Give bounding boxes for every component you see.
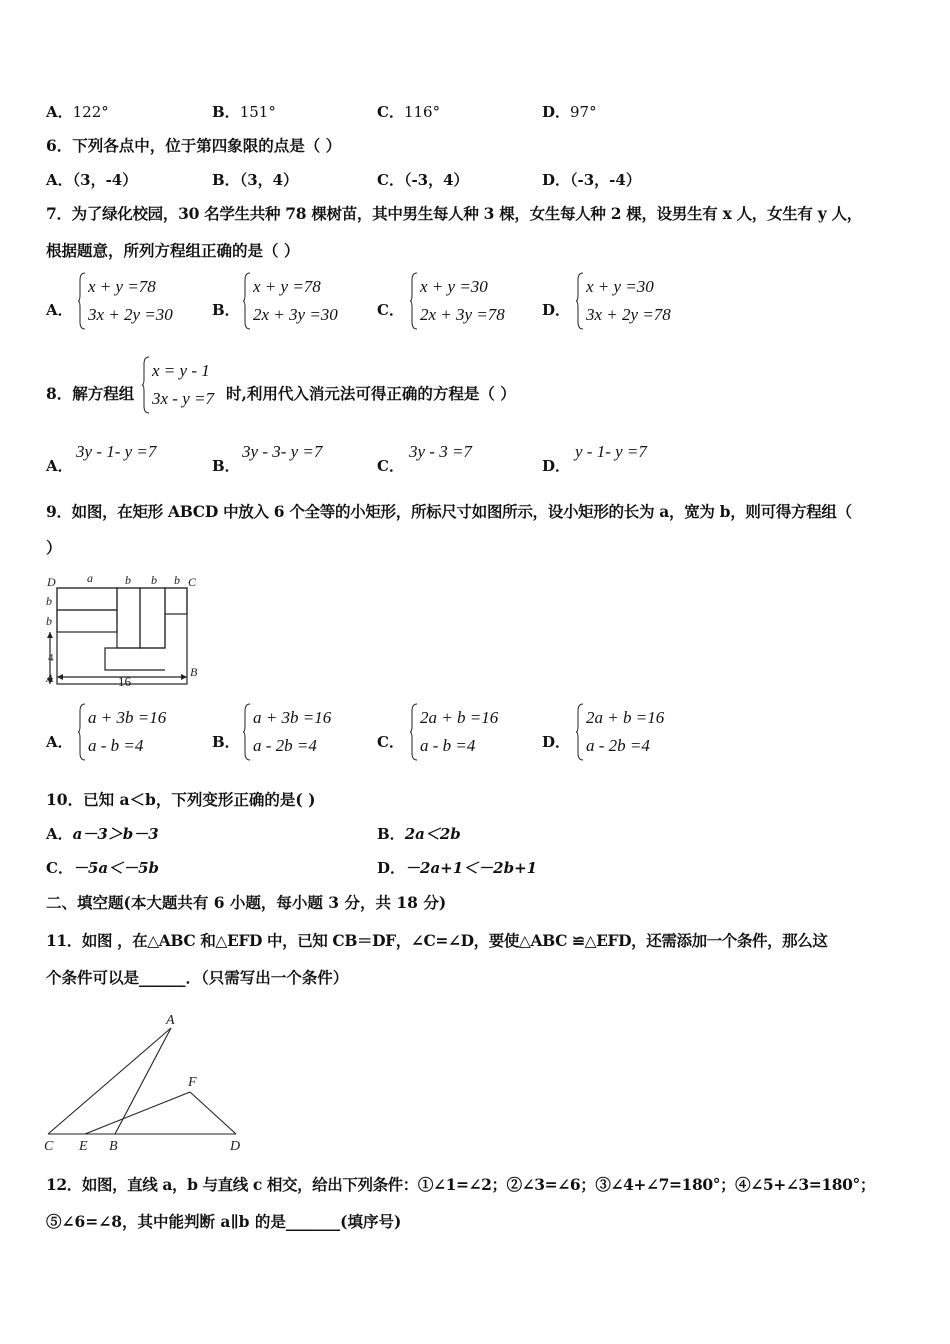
equation-2: a - 2b =4 (586, 736, 650, 755)
label-d: D (47, 575, 56, 589)
equation-1: x + y =78 (88, 277, 156, 296)
q12-stem-line2: ⑤∠6=∠8，其中能判断 a∥b 的是_______(填序号) (46, 1212, 402, 1231)
q9-option-b-label: B． (212, 733, 240, 751)
q10-option-a (46, 824, 159, 844)
brace-icon (78, 272, 86, 330)
option-label: C． (377, 103, 404, 121)
equation-2: 2x + 3y =30 (253, 305, 338, 324)
section-2-heading: 二、填空题(本大题共有 6 小题，每小题 3 分，共 18 分) (46, 893, 447, 912)
q8-option-a-label: A． (46, 457, 73, 475)
q9-option-d-label: D． (542, 733, 571, 751)
equation-2: a - 2b =4 (253, 736, 317, 755)
q8-option-d-label: D． (542, 457, 571, 475)
label-b-height-1: b (46, 594, 52, 608)
brace-icon (410, 703, 418, 761)
small-rect-3 (117, 588, 140, 648)
q5-option-a (46, 102, 109, 122)
option-text: 122° (72, 103, 109, 121)
option-text: －5a＜－5b (72, 859, 160, 877)
option-label: B． (212, 103, 240, 121)
q10-option-b (377, 824, 461, 844)
label-a: A (166, 1013, 175, 1028)
option-label: A． (46, 171, 73, 189)
q8-prefix: 8．解方程组 (46, 384, 135, 403)
label-sixteen: 16 (118, 674, 131, 689)
q8-option-c-text: 3y - 3 =7 (409, 442, 472, 461)
brace-icon (243, 272, 251, 330)
brace-icon (78, 703, 86, 761)
q7-option-d-label: D． (542, 301, 571, 319)
option-label: D． (377, 859, 406, 877)
q6-option-c (377, 170, 469, 190)
segment-fd (190, 1092, 236, 1134)
option-text: 97° (570, 103, 597, 121)
option-text: 151° (239, 103, 276, 121)
label-f: F (188, 1075, 197, 1090)
q6-option-b (212, 170, 298, 190)
option-text: （3，4） (239, 171, 299, 189)
label-b-height-2: b (46, 614, 52, 628)
label-b: B (109, 1139, 118, 1154)
option-label: A． (46, 103, 73, 121)
label-b-point: B (190, 665, 198, 679)
brace-icon (142, 356, 150, 414)
q8-option-c-label: C． (377, 457, 404, 475)
label-c: C (44, 1139, 54, 1154)
equation-2: 3x + 2y =78 (586, 305, 671, 324)
brace-icon (243, 703, 251, 761)
q5-option-d (542, 102, 597, 122)
option-text: （-3，4） (403, 171, 469, 189)
label-a-length: a (87, 571, 93, 585)
option-text: 2a＜2b (404, 825, 461, 843)
q10-option-d (377, 858, 537, 878)
option-text: （3，-4） (72, 171, 138, 189)
q11-stem-line2: 个条件可以是______．（只需写出一个条件） (46, 968, 349, 987)
option-label: B． (212, 171, 240, 189)
equation-1: x = y - 1 (152, 361, 210, 380)
q9-stem-line1: 9．如图，在矩形 ABCD 中放入 6 个全等的小矩形，所标尺寸如图所示，设小矩形的长为 a，宽为 b，则可得方程组（ (46, 502, 852, 521)
option-label: B． (377, 825, 405, 843)
q7-option-b-label: B． (212, 301, 240, 319)
option-label: A． (46, 825, 73, 843)
brace-icon (410, 272, 418, 330)
small-rect-4 (140, 588, 165, 648)
equation-1: 2a + b =16 (586, 708, 665, 727)
segment-ca (48, 1028, 171, 1134)
q7-stem-line2: 根据题意，所列方程组正确的是（ ） (46, 241, 300, 260)
equation-1: x + y =30 (420, 277, 488, 296)
q7-option-c-label: C． (377, 301, 404, 319)
label-e: E (79, 1139, 88, 1154)
option-text: （-3，-4） (570, 171, 641, 189)
q12-stem-line1: 12．如图，直线 a，b 与直线 c 相交，给出下列条件：①∠1=∠2；②∠3=∠6；③∠4+∠7=180°；④∠5+∠3=180°； (46, 1175, 875, 1194)
q6-option-a (46, 170, 137, 190)
label-b-width-1: b (125, 573, 131, 587)
label-b-width-3: b (174, 573, 180, 587)
q9-stem-line2: ） (46, 538, 62, 557)
q6-stem: 6．下列各点中，位于第四象限的点是（ ） (46, 136, 342, 155)
label-four: 4 (48, 652, 54, 664)
small-rect-6 (105, 614, 165, 670)
brace-icon (576, 703, 584, 761)
q10-option-c (46, 858, 159, 878)
equation-2: 3x + 2y =30 (88, 305, 173, 324)
option-label: D． (542, 103, 571, 121)
segment-ef (85, 1092, 190, 1134)
equation-1: x + y =30 (586, 277, 654, 296)
q11-triangle-figure (40, 1008, 260, 1156)
small-rect-2 (57, 610, 117, 632)
option-text: －2a+1＜－2b+1 (405, 859, 538, 877)
q7-option-a-label: A． (46, 301, 73, 319)
label-c: C (188, 575, 197, 589)
equation-1: a + 3b =16 (253, 708, 332, 727)
label-a-point: A (46, 671, 54, 685)
equation-1: a + 3b =16 (88, 708, 167, 727)
q10-stem: 10．已知 a＜b，下列变形正确的是( ) (46, 790, 316, 809)
q9-option-a-label: A． (46, 733, 73, 751)
q7-stem-line1: 7．为了绿化校园，30 名学生共种 78 棵树苗，其中男生每人种 3 棵，女生每人种 2 棵，设男生有 x 人，女生有 y 人， (46, 204, 862, 223)
option-label: D． (542, 171, 571, 189)
q9-option-c-label: C． (377, 733, 404, 751)
q11-stem-line1: 11．如图 ，在△ABC 和△EFD 中，已知 CB＝DF，∠C=∠D，要使△ABC ≌△EFD，还需添加一个条件，那么这 (46, 931, 828, 950)
option-label: C． (377, 171, 404, 189)
q5-option-c (377, 102, 440, 122)
equation-2: 3x - y =7 (152, 389, 214, 408)
brace-icon (576, 272, 584, 330)
equation-2: a - b =4 (88, 736, 144, 755)
equation-2: 2x + 3y =78 (420, 305, 505, 324)
equation-2: a - b =4 (420, 736, 476, 755)
q9-rectangle-figure (40, 570, 210, 690)
q8-option-b-text: 3y - 3- y =7 (242, 442, 323, 461)
q8-option-a-text: 3y - 1- y =7 (76, 442, 157, 461)
q5-option-b (212, 102, 276, 122)
option-text: 116° (403, 103, 441, 121)
q8-option-d-text: y - 1- y =7 (575, 442, 647, 461)
option-text: a－3＞b－3 (72, 825, 159, 843)
label-d: D (230, 1139, 241, 1154)
q6-option-d (542, 170, 641, 190)
small-rect-5 (165, 588, 187, 614)
equation-1: 2a + b =16 (420, 708, 499, 727)
option-label: C． (46, 859, 73, 877)
q8-suffix: 时,利用代入消元法可得正确的方程是（ ） (226, 384, 516, 403)
q8-option-b-label: B． (212, 457, 240, 475)
equation-1: x + y =78 (253, 277, 321, 296)
small-rect-1 (57, 588, 117, 610)
label-b-width-2: b (151, 573, 157, 587)
